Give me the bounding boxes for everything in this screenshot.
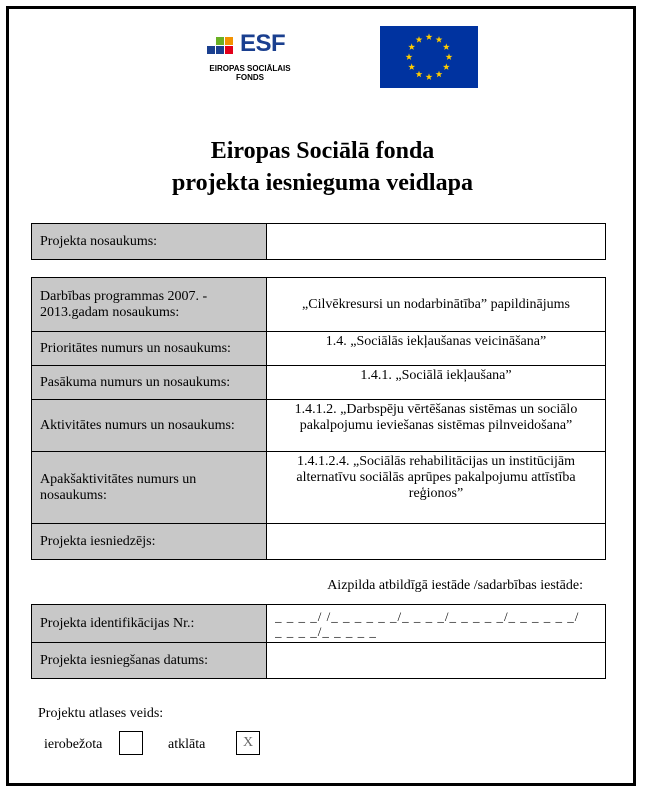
option-limited-label: ierobežota <box>44 737 103 752</box>
ident-line2: _ _ _ _/_ _ _ _ _ <box>275 623 377 639</box>
eu-star-icon <box>408 63 415 70</box>
title-line1: Eiropas Sociālā fonda <box>210 138 435 164</box>
table-row <box>32 524 606 560</box>
project-name-field[interactable] <box>267 224 606 260</box>
eu-star-icon <box>436 71 443 78</box>
table-row <box>32 224 606 260</box>
eu-star-icon <box>426 73 433 80</box>
measure-value: 1.4.1. „Sociālā iekļaušana” <box>267 366 606 400</box>
submit-date-field[interactable] <box>267 643 606 679</box>
eu-star-icon <box>443 63 450 70</box>
table-row <box>32 643 606 679</box>
ident-label: Projekta identifikācijas Nr.: <box>32 605 267 643</box>
table-row <box>32 605 606 643</box>
priority-label: Prioritātes numurs un nosaukums: <box>32 332 267 366</box>
eu-star-icon <box>443 43 450 50</box>
applicant-label: Projekta iesniedzējs: <box>32 524 267 560</box>
table-row <box>32 278 606 332</box>
table-row <box>32 452 606 524</box>
ident-table <box>31 604 606 679</box>
activity-label: Aktivitātes numurs un nosaukums: <box>32 400 267 452</box>
eu-star-icon <box>426 33 433 40</box>
table-row <box>32 332 606 366</box>
measure-label: Pasākuma numurs un nosaukums: <box>32 366 267 400</box>
option-limited-checkbox[interactable] <box>119 731 143 755</box>
ident-line1: _ _ _ _/ /_ _ _ _ _ _/_ _ _ _/_ _ _ _ _/_ _ _ _ _ _/ <box>275 608 580 624</box>
project-name-table <box>31 223 606 260</box>
title-line2: projekta iesnieguma veidlapa <box>172 170 473 196</box>
eu-star-icon <box>416 71 423 78</box>
eu-flag-icon <box>380 26 478 88</box>
esf-logo <box>205 28 295 86</box>
esf-logo-line2: FONDS <box>236 73 264 82</box>
option-open-checkbox[interactable]: X <box>236 731 260 755</box>
eu-star-icon <box>416 36 423 43</box>
eu-star-icon <box>446 53 453 60</box>
eu-star-icon <box>408 43 415 50</box>
page-title <box>0 135 645 199</box>
option-open-label: atklāta <box>168 737 206 752</box>
esf-cubes-icon <box>207 34 239 60</box>
program-value: „Cilvēkresursi un nodarbinātība” papildinājums <box>267 278 606 332</box>
program-label: Darbības programmas 2007. - 2013.gadam nosaukums: <box>32 278 267 332</box>
applicant-field[interactable] <box>267 524 606 560</box>
subactivity-label: Apakšaktivitātes numurs un nosaukums: <box>32 452 267 524</box>
table-row <box>32 366 606 400</box>
esf-logo-line1: EIROPAS SOCIĀLAIS <box>209 64 291 73</box>
ident-field[interactable] <box>267 605 606 643</box>
fill-note: Aizpilda atbildīgā iestāde /sadarbības iestāde: <box>327 578 583 593</box>
priority-value: 1.4. „Sociālās iekļaušanas veicināšana” <box>267 332 606 366</box>
subactivity-value: 1.4.1.2.4. „Sociālās rehabilitācijas un institūcijām alternatīvu sociālās aprūpes pakalpojumu attīstība reģionos” <box>267 452 606 524</box>
project-name-label: Projekta nosaukums: <box>32 224 267 260</box>
submit-date-label: Projekta iesniegšanas datums: <box>32 643 267 679</box>
table-row <box>32 400 606 452</box>
selection-label: Projektu atlases veids: <box>38 706 164 721</box>
eu-star-icon <box>406 53 413 60</box>
eu-star-icon <box>436 36 443 43</box>
program-table <box>31 277 606 560</box>
activity-value: 1.4.1.2. „Darbspēju vērtēšanas sistēmas un sociālo pakalpojumu ieviešanas sistēmas pilnveidošana” <box>267 400 606 452</box>
esf-logo-text: ESF <box>240 30 286 57</box>
